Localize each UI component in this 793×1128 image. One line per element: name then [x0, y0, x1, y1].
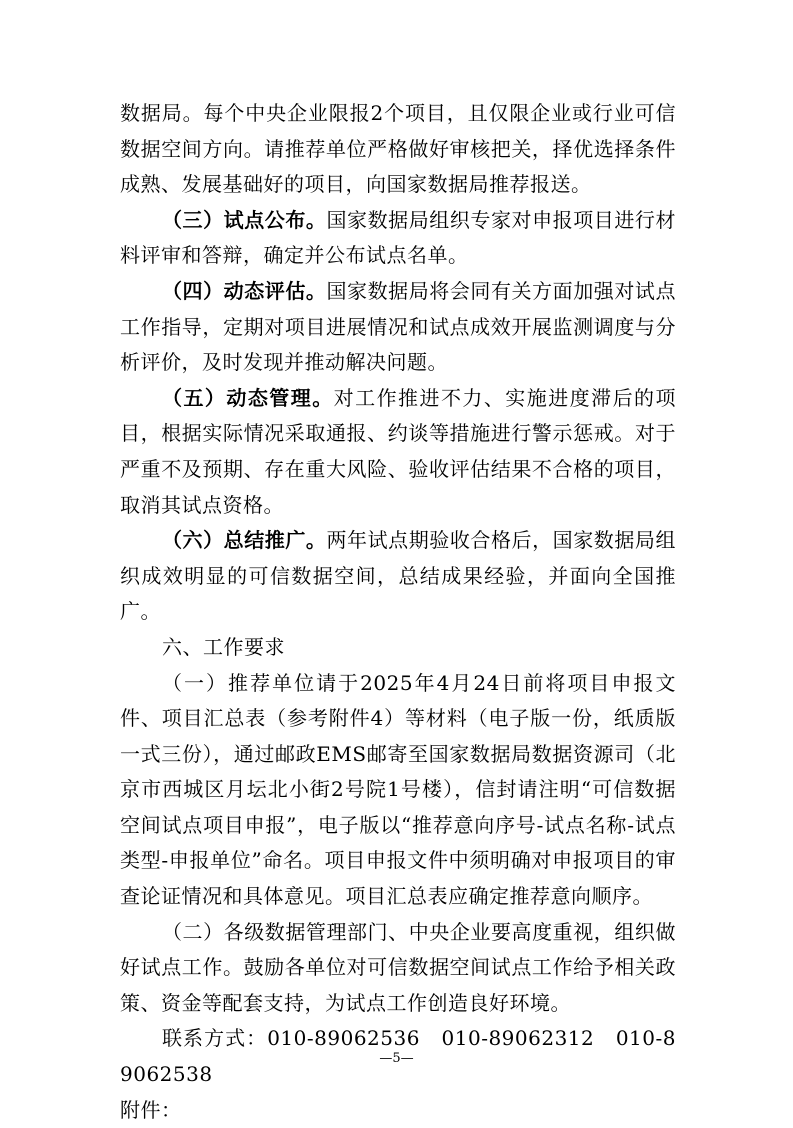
- page-number: —5—: [379, 1051, 414, 1066]
- paragraph-requirement-2: （二）各级数据管理部门、中央企业要高度重视，组织做好试点工作。鼓励各单位对可信数据空间试点工作给予相关政策、资金等配套支持，为试点工作创造良好环境。: [120, 919, 676, 1015]
- heading-pilot-announcement: （三）试点公布。: [162, 207, 327, 232]
- heading-dynamic-management: （五）动态管理。: [162, 385, 334, 410]
- section-heading-work-requirements: 六、工作要求: [162, 634, 285, 659]
- heading-summary-promotion: （六）总结推广。: [162, 528, 327, 553]
- text-pilot-announcement: 国家数据局组织专家对申报项目进行材料评审和答辩，确定并公布试点名单。: [120, 207, 676, 268]
- attachments-label: 附件：: [120, 1097, 182, 1122]
- text-summary-promotion: 两年试点期验收合格后，国家数据局组织成效明显的可信数据空间，总结成果经验，并面向全国推广。: [120, 528, 676, 624]
- text-dynamic-management: 对工作推进不力、实施进度滞后的项目，根据实际情况采取通报、约谈等措施进行警示惩戒。对于严重不及预期、存在重大风险、验收评估结果不合格的项目，取消其试点资格。: [120, 385, 677, 517]
- heading-dynamic-evaluation: （四）动态评估。: [162, 278, 327, 303]
- paragraph-requirement-1: （一）推荐单位请于2025年4月24日前将项目申报文件、项目汇总表（参考附件4）等材料（电子版一份，纸质版一式三份），通过邮政EMS邮寄至国家数据局数据资源司（北京市西城区月坛北小街2号院1号楼），信封请注明“可信数据空间试点项目申报”，电子版以“推荐意向序号-试点名称-试点类型-申报单位”命名。项目申报文件中须明确对申报项目的审查论证情况和具体意见。项目汇总表应确定推荐意向顺序。: [120, 670, 676, 909]
- contact-info: 联系方式：010-89062536 010-89062312 010-89062538: [120, 1026, 676, 1087]
- paragraph-pilot-announcement: [120, 203, 676, 274]
- paragraph-continuation: 数据局。每个中央企业限报2个项目，且仅限企业或行业可信数据空间方向。请推荐单位严格做好审核把关，择优选择条件成熟、发展基础好的项目，向国家数据局推荐报送。: [120, 101, 676, 197]
- paragraph-dynamic-evaluation: [120, 274, 676, 381]
- paragraph-summary-promotion: [120, 523, 676, 630]
- text-dynamic-evaluation: 国家数据局将会同有关方面加强对试点工作指导，定期对项目进展情况和试点成效开展监测调度与分析评价，及时发现并推动解决问题。: [120, 278, 676, 375]
- document-body: [120, 96, 676, 1128]
- paragraph-dynamic-management: [120, 381, 676, 523]
